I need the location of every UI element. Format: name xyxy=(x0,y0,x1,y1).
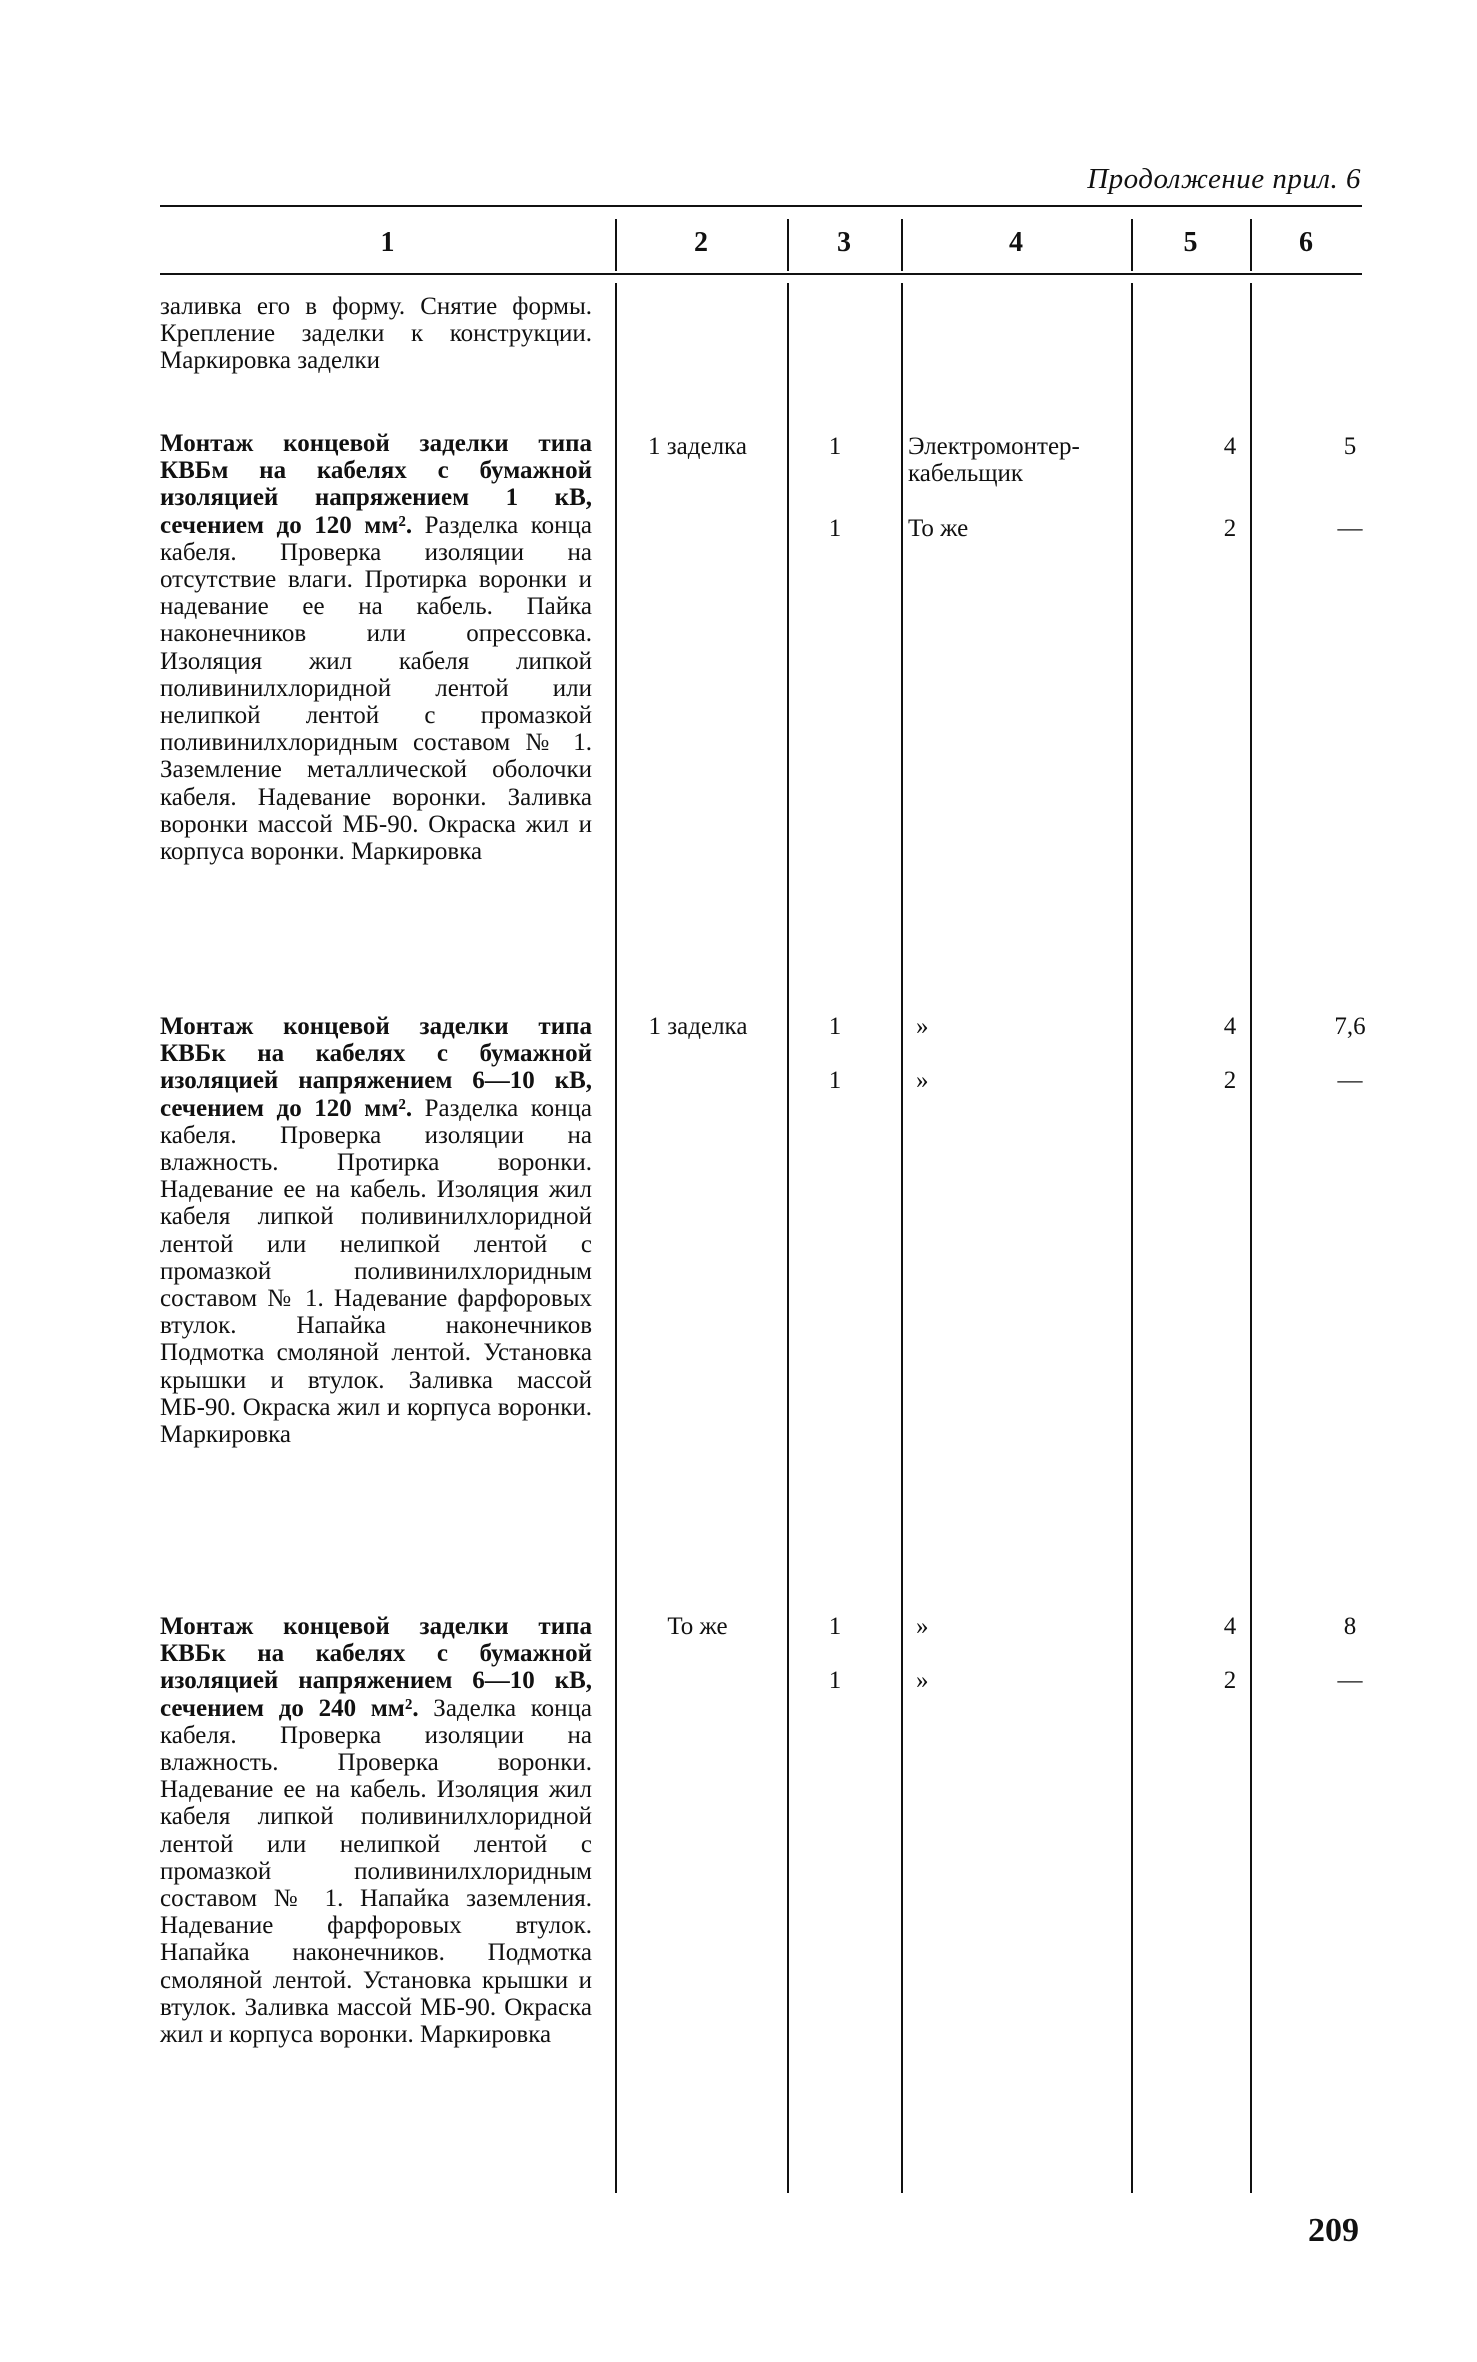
table-row-2-operations: Разделка конца кабеля. Проверка изоляции на влажность. Протирка воронки. Надевание ее на кабель. Изоляция жил кабеля липкой поливинилхлоридной лентой или нелипкой лентой с промазкой поливинилхлоридным составом № 1. Надевание фарфоровых втулок. Напайка наконечников Подмотка смоляной лентой. Установка крышки и втулок. Заливка массой МБ-90. Окраска жил и корпуса воронки. Маркировка xyxy=(160,1094,592,1449)
table-row-3-operations: Заделка конца кабеля. Проверка изоляции на влажность. Проверка воронки. Надевание ее на кабель. Изоляция жил кабеля липкой поливинилхлоридной лентой или нелипкой лентой с промазкой поливинилхлоридным составом № 1. Напайка заземления. Надевание фарфоровых втулок. Напайка наконечников. Подмотка смоляной лентой. Установка крышки и втулок. Заливка массой МБ-90. Окраска жил и корпуса воронки. Маркировка xyxy=(160,1694,593,2049)
table-row-2-grade-1: 4 xyxy=(1223,1013,1237,1040)
column-heading-6: 6 xyxy=(1299,227,1313,258)
body-sep-4 xyxy=(1131,283,1133,2193)
table-row-1-qty-1: 1 xyxy=(828,433,842,460)
table-row-1-count-2: — xyxy=(1337,515,1363,542)
table-row-3-qty-2: 1 xyxy=(828,1667,842,1694)
body-sep-1 xyxy=(615,283,617,2193)
table-row-3-unit: То же xyxy=(667,1613,728,1640)
running-head: Продолжение прил. 6 xyxy=(1087,163,1361,195)
body-sep-3 xyxy=(901,283,903,2193)
table-top-rule xyxy=(160,205,1362,207)
column-heading-4: 4 xyxy=(1009,227,1023,258)
table-row-2-unit: 1 заделка xyxy=(648,1013,748,1040)
table-row-3-count-1: 8 xyxy=(1343,1613,1357,1640)
table-row-3-worker-2: » xyxy=(916,1667,929,1694)
table-row-3-desc xyxy=(160,1613,592,2048)
table-row-1-worker-1: Электромонтер-кабельщик xyxy=(908,433,1080,488)
table-row-1-desc xyxy=(160,430,592,865)
body-sep-2 xyxy=(787,283,789,2193)
column-heading-3: 3 xyxy=(837,227,851,258)
table-row-3-count-2: — xyxy=(1337,1667,1363,1694)
table-row-2-qty-1: 1 xyxy=(828,1013,842,1040)
column-heading-2: 2 xyxy=(694,227,708,258)
table-row-continuation-desc: заливка его в форму. Снятие формы. Крепление заделки к конструкции. Маркировка заделки xyxy=(160,293,592,375)
table-row-2-title: Монтаж концевой заделки типа КВБк на кабелях с бумажной изоляцией напряжением 6—10 кВ, сечением до 120 мм². xyxy=(160,1013,592,1122)
table-row-2-desc xyxy=(160,1013,592,1448)
table-row-2-count-2: — xyxy=(1337,1067,1363,1094)
table-row-1-grade-1: 4 xyxy=(1223,433,1237,460)
table-row-1-worker-2: То же xyxy=(908,515,969,542)
table-row-1-unit: 1 заделка xyxy=(648,433,747,460)
page-number: 209 xyxy=(1308,2212,1359,2249)
column-heading-5: 5 xyxy=(1183,227,1198,258)
body-sep-5 xyxy=(1250,283,1252,2193)
table-row-2-worker-2: » xyxy=(916,1067,929,1094)
table-row-1-operations: Разделка конца кабеля. Проверка изоляции на отсутствие влаги. Протирка воронки и надевание ее на кабель. Пайка наконечников или опрессовка. Изоляция жил кабеля липкой поливинилхлоридной лентой или нелипкой лентой с промазкой поливинилхлоридным составом № 1. Заземление металлической оболочки кабеля. Надевание воронки. Заливка воронки массой МБ-90. Окраска жил и корпуса воронки. Маркировка xyxy=(160,511,592,866)
table-row-1-count-1: 5 xyxy=(1343,433,1357,460)
table-row-1-grade-2: 2 xyxy=(1223,515,1237,542)
table-row-2-grade-2: 2 xyxy=(1223,1067,1237,1094)
table-row-2-count-1: 7,6 xyxy=(1334,1013,1366,1040)
table-row-3-grade-1: 4 xyxy=(1223,1613,1237,1640)
table-row-1-title: Монтаж концевой заделки типа КВБм на кабелях с бумажной изоляцией напряжением 1 кВ, сечением до 120 мм². xyxy=(160,430,592,539)
table-row-2-worker-1: » xyxy=(916,1013,929,1040)
column-heading-1: 1 xyxy=(380,227,395,258)
header-bottom-rule xyxy=(160,273,1362,275)
table-row-3-worker-1: » xyxy=(916,1613,929,1640)
table-row-2-qty-2: 1 xyxy=(828,1067,842,1094)
table-row-3-grade-2: 2 xyxy=(1223,1667,1237,1694)
table-row-3-title: Монтаж концевой заделки типа КВБк на кабелях с бумажной изоляцией напряжением 6—10 кВ, сечением до 240 мм². xyxy=(160,1613,592,1722)
table-row-1-qty-2: 1 xyxy=(828,515,842,542)
table-row-3-qty-1: 1 xyxy=(828,1613,842,1640)
